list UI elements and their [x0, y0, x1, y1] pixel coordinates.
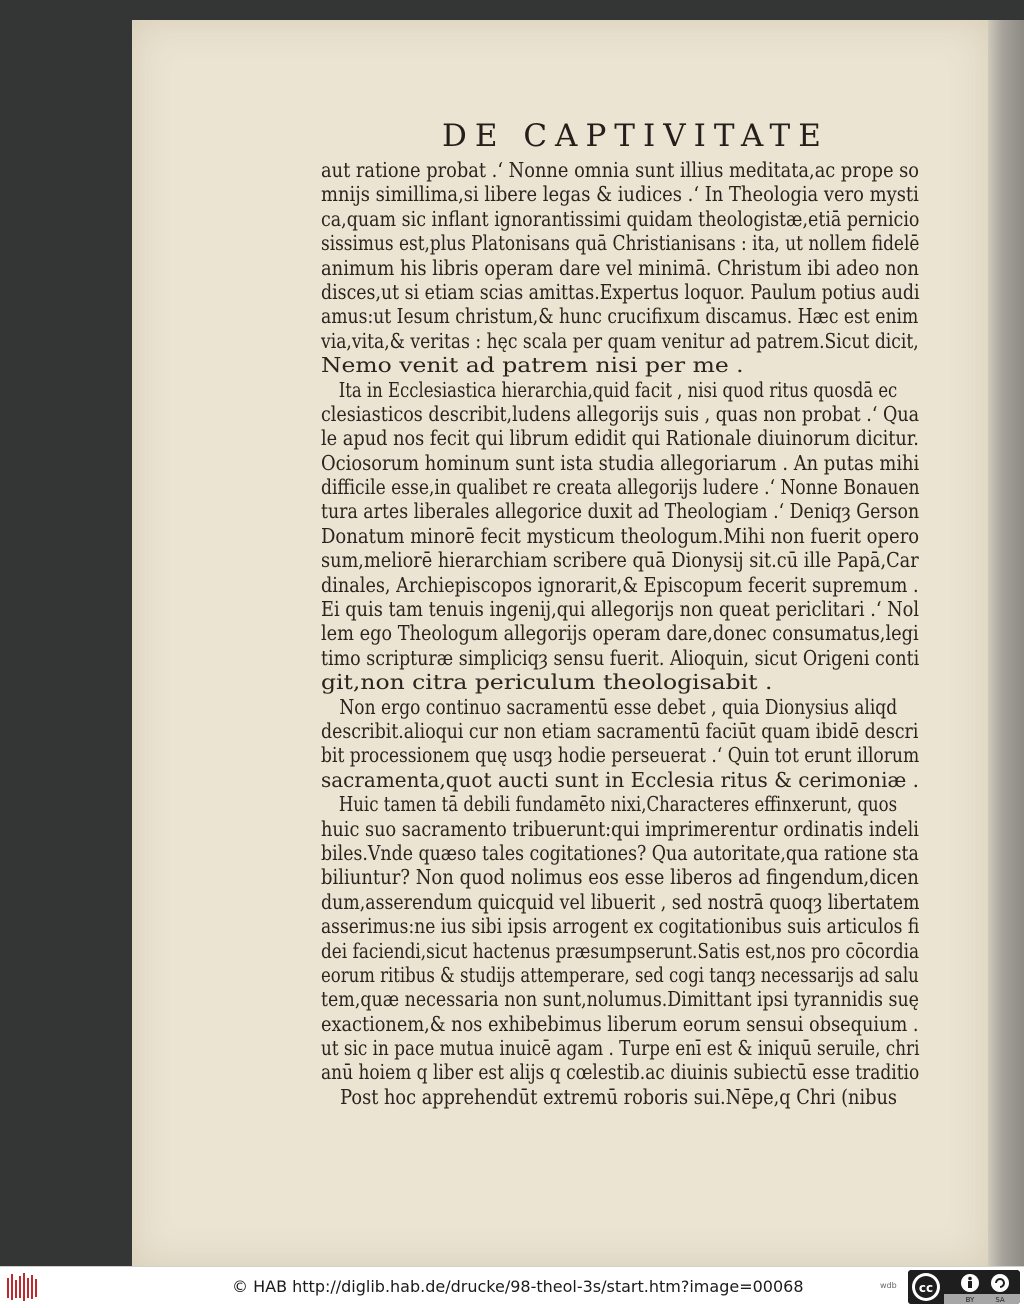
text-line: amus:ut Iesum christum,& hunc crucifixum discamus. Hæc est enim — [321, 304, 919, 329]
text-line: describit.alioqui cur non etiam sacramentū faciūt quam ibidē descri — [321, 718, 919, 743]
text-block — [321, 158, 931, 1109]
text-line: Huic tamen tā debili fundamēto nixi,Characteres effinxerunt, quos — [338, 792, 898, 817]
running-head: DE CAPTIVITATE — [442, 118, 829, 154]
text-line: animum his libris operam dare vel minimā. Christum ibi adeo non — [321, 255, 919, 280]
text-line: via,vita,& veritas : hęc scala per quam venitur ad patrem.Sicut dicit, — [321, 328, 919, 353]
text-line: clesiasticos describit,ludens allegorijs suis , quas non probat .ʻ Qua — [321, 401, 920, 426]
text-line: tem,quæ necessaria non sunt,nolumus.Dimittant ipsi tyrannidis suę — [321, 987, 919, 1012]
text-line: anū hoiem q liber est alijs q cœlestib.ac diuinis subiectū esse traditio — [321, 1060, 920, 1085]
text-line: Nemo venit ad patrem nisi per me . — [321, 353, 744, 378]
text-line: biliuntur? Non quod nolimus eos esse liberos ad fingendum,dicen — [321, 865, 919, 890]
text-line: asserimus:ne ius sibi ipsis arrogent ex cogitationibus suis articulos fi — [321, 914, 920, 939]
text-line: git,non citra periculum theologisabit . — [321, 670, 773, 695]
text-line: mnijs simillima,si libere legas & iudices .ʻ In Theologia vero mysti — [321, 182, 919, 207]
text-line: dum,asserendum quicquid vel libuerit , sed nostrā quoqȝ libertatem — [321, 889, 920, 914]
text-line: Non ergo continuo sacramentū esse debet , quia Dionysius aliqd — [339, 694, 898, 719]
svg-text:cc: cc — [918, 1281, 934, 1295]
text-line: dinales, Archiepiscopos ignorarit,& Episcopum fecerit supremum . — [321, 572, 919, 597]
text-line: lem ego Theologum allegorijs operam dare,donec consumatus,legi — [321, 621, 919, 646]
text-line: difficile esse,in qualibet re creata allegorijs ludere .ʻ Nonne Bonauen — [321, 475, 920, 500]
page-edge — [988, 20, 1024, 1266]
text-line: ut sic in pace mutua inuicē agam . Turpe enī est & iniquū seruile, chri — [321, 1036, 920, 1061]
text-line: Post hoc apprehendūt extremū roboris sui.Nēpe,q Chri (nibus — [340, 1084, 898, 1109]
text-line: Ociosorum hominum sunt ista studia allegoriarum . An putas mihi — [321, 450, 920, 475]
text-line: disces,ut si etiam scias amittas.Expertus loquor. Paulum potius audi — [321, 279, 920, 304]
text-line: Ita in Ecclesiastica hierarchia,quid facit , nisi quod ritus quosdā ec — [338, 377, 898, 402]
text-line: Ei quis tam tenuis ingenij,qui allegorijs non queat periclitari .ʻ Nol — [321, 597, 920, 622]
text-line: sacramenta,quot aucti sunt in Ecclesia ritus & cerimoniæ . — [321, 767, 919, 792]
hab-logo-icon[interactable] — [6, 1272, 40, 1302]
text-line: le apud nos fecit qui librum edidit qui Rationale diuinorum dicitur. — [321, 426, 919, 451]
footer-bar — [0, 1266, 1024, 1308]
text-line: timo scripturæ simpliciqȝ sensu fuerit. Alioquin, sicut Origeni conti — [321, 645, 920, 670]
text-line: sissimus est,plus Platonisans quā Christianisans : ita, ut nollem fidelē — [321, 231, 920, 256]
text-line: huic suo sacramento tribuerunt:qui imprimerentur ordinatis indeli — [321, 816, 919, 841]
text-line: eorum ritibus & studijs attemperare, sed cogi tanqȝ necessarijs ad salu — [321, 962, 919, 987]
text-line: Donatum minorē fecit mysticum theologum.Mihi non fuerit opero — [321, 523, 920, 548]
text-line: exactionem,& nos exhibebimus liberum eorum sensui obsequium . — [321, 1011, 919, 1036]
text-line: biles.Vnde quæso tales cogitationes? Qua autoritate,qua ratione sta — [321, 840, 919, 865]
text-line: sum,meliorē hierarchiam scribere quā Dionysij sit.cū ille Papā,Car — [321, 548, 919, 573]
cc-by-sa-icon[interactable] — [908, 1270, 1020, 1304]
cc-by-label: BY — [965, 1296, 975, 1304]
cc-sa-label: SA — [995, 1296, 1005, 1304]
text-line: dei faciendi,sicut hactenus præsumpserunt.Satis est,nos pro cōcordia — [321, 938, 920, 963]
footer-small-mark: wdb — [880, 1281, 897, 1290]
footer-attribution-link[interactable]: © HAB http://diglib.hab.de/drucke/98-theol-3s/start.htm?image=00068 — [232, 1277, 804, 1296]
text-line: aut ratione probat .ʻ Nonne omnia sunt illius meditata,ac prope so — [321, 158, 920, 182]
text-line: tura artes liberales allegorice duxit ad Theologiam .ʻ Deniqȝ Gerson — [321, 499, 920, 524]
text-line: bit processionem quę usqȝ hodie perseuerat .ʻ Quin tot erunt illorum — [321, 743, 920, 768]
text-line: ca,quam sic inflant ignorantissimi quidam theologistæ,etiā pernicio — [321, 206, 920, 231]
